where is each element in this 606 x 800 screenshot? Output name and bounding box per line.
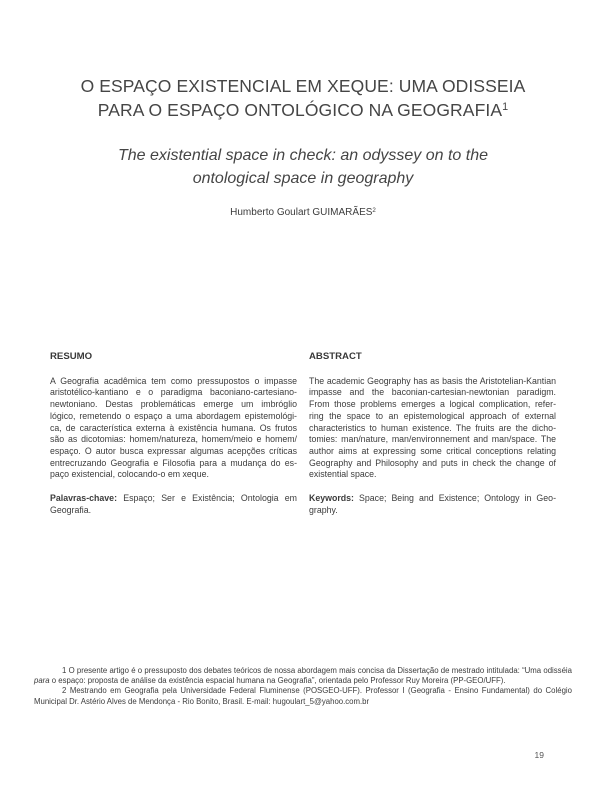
resumo-text-line: lógico, remetendo o espaço a uma abordagem epistemológi- [50, 410, 297, 421]
palavras-chave-block [50, 493, 297, 516]
author-name: Humberto Goulart GUIMARÃES [230, 207, 373, 218]
article-subtitle-english [0, 144, 606, 190]
palavras-chave-line2: Geografia. [50, 504, 92, 515]
abstract-text-line: Geography and Philosophy and puts in check the change of [309, 457, 556, 468]
article-title-line1: O ESPAÇO EXISTENCIAL EM XEQUE: UMA ODISSEIA [80, 76, 526, 96]
abstract-heading: ABSTRACT [309, 351, 362, 362]
resumo-heading: RESUMO [50, 351, 93, 362]
palavras-chave-line1 [50, 493, 297, 505]
abstract-column [309, 351, 556, 516]
author-footnote-reference: 2 [372, 206, 376, 214]
abstract-text-line: existential space. [309, 469, 377, 480]
abstract-columns [50, 351, 556, 516]
abstract-text-line: impasse and the baconian-cartesian-newtonian paradigm. [309, 387, 556, 398]
palavras-chave-values: Espaço; Ser e Existência; Ontologia em [117, 493, 297, 504]
keywords-label: Keywords: [309, 493, 354, 504]
footnote-1-italic-word: para [34, 676, 50, 686]
article-title-line2 [0, 98, 606, 125]
footnote-1-text: 1 O presente artigo é o pressuposto dos debates teóricos de nossa abordagem mais concisa da Dissertação de mestrado intitulada: “Uma odisséia [62, 666, 572, 675]
author-line [0, 207, 606, 218]
footnote-2-text: 2 Mestrando em Geografia pela Universidade Federal Fluminense (POSGEO-UFF). Professor I (Geografia - Ensino Fundamental) do Colégio Municipal Dr. Astério Alves de Mendonça - Rio Bonito, Brasil. E-mail: hugoulart_5@yahoo.com.br [34, 686, 572, 706]
palavras-chave-label: Palavras-chave: [50, 493, 117, 504]
resumo-text-line: paço existencial, colocando-o em xeque. [50, 469, 209, 480]
resumo-text-line: newtoniano. Destas problemáticas emerge um imbróglio [50, 399, 297, 410]
article-title [0, 74, 606, 125]
footnote-2 [34, 686, 572, 706]
article-title-line2-text: PARA O ESPAÇO ONTOLÓGICO NA GEOGRAFIA [97, 100, 503, 120]
resumo-text-line: são as dicotomias: homem/natureza, homem/meio e homem/ [50, 434, 297, 445]
resumo-paragraph [50, 376, 297, 481]
footnotes-section [34, 666, 572, 707]
keywords-values: Space; Being and Existence; Ontology in Geo- [353, 493, 556, 504]
resumo-text-line: aristotélico-kantiano e o paradigma baconiano-cartesiano- [50, 387, 297, 398]
footnote-1 [34, 666, 572, 686]
keywords-block [309, 493, 556, 516]
article-subtitle-line2: ontological space in geography [192, 170, 414, 187]
article-subtitle-line1: The existential space in check: an odyssey on to the [118, 147, 488, 164]
abstract-text-line: tomies: man/nature, man/environnement and man/space. The [309, 434, 556, 445]
abstract-paragraph [309, 376, 556, 481]
keywords-line1 [309, 493, 556, 505]
abstract-text-line: The academic Geography has as basis the Aristotelian-Kantian [309, 375, 556, 386]
abstract-text-line: author aims at expressing some critical conceptions relating [309, 445, 556, 456]
keywords-line2: graphy. [309, 504, 338, 515]
abstract-text-line: characteristics to human existence. The fruits are the dicho- [309, 422, 556, 433]
title-footnote-reference: 1 [502, 101, 509, 114]
footnote-1-text-continued: o espaço: proposta de análise da existência espacial humana na Geografia”, orientada pelo Professor Ruy Moreira (PP-GEO/UFF). [49, 676, 506, 686]
resumo-text-line: ca, de característica externa à existência humana. Os frutos [50, 422, 297, 433]
page-number: 19 [534, 750, 544, 760]
resumo-text-line: entrecruzando Geografia e Filosofia para a mudança do es- [50, 457, 297, 468]
resumo-text-line: A Geografia acadêmica tem como pressupostos o impasse [50, 375, 297, 386]
abstract-text-line: From those problems emerges a logical complication, refer- [309, 399, 556, 410]
abstract-text-line: ring the space to an epistemological approach of external [309, 410, 556, 421]
resumo-column [50, 351, 297, 516]
resumo-text-line: espaço. O autor busca expressar algumas acepções críticas [50, 445, 297, 456]
